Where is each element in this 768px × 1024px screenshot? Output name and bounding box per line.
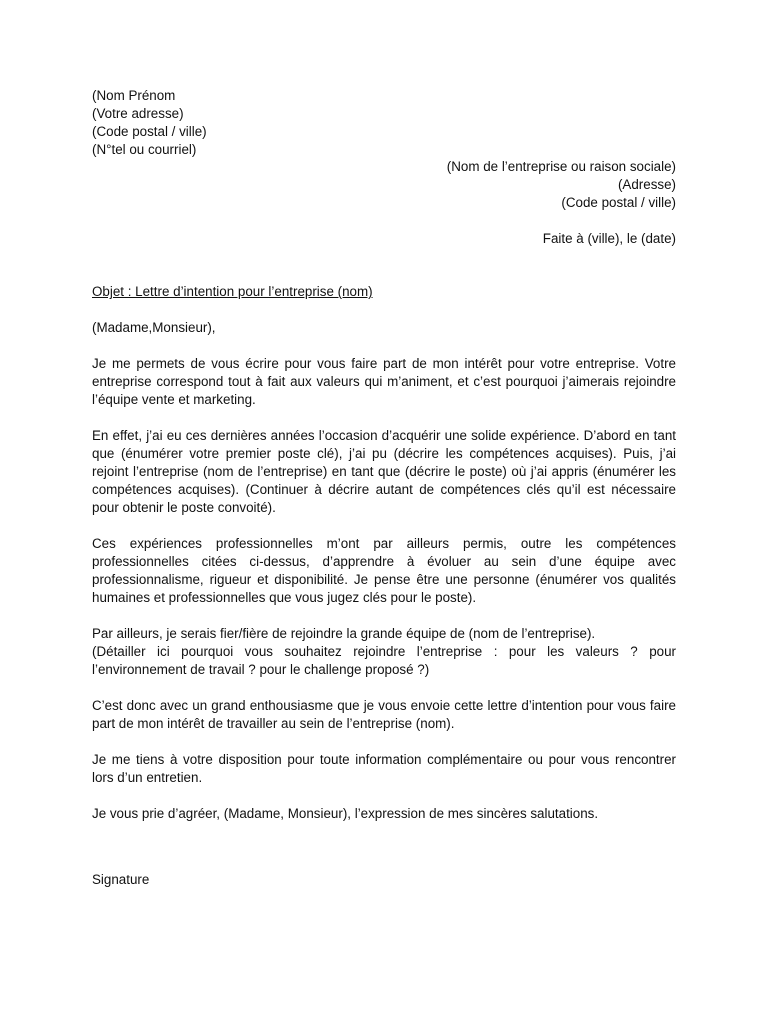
sender-postal-city: (Code postal / ville) — [92, 124, 207, 139]
subject-line: Objet : Lettre d’intention pour l’entreprise (nom) — [92, 284, 373, 299]
letter-body — [92, 355, 676, 841]
paragraph-qualities: Ces expériences professionnelles m’ont par ailleurs permis, outre les compétences professionnelles citées ci-dessus, d’apprendre à évoluer au sein d’une équipe avec professionnalisme, rigueur et disponibilité. Je pense être une personne (énumérer vos qualités humaines et professionnelles que vous jugez clés pour le poste). — [92, 536, 676, 605]
recipient-address: (Adresse) — [617, 177, 676, 192]
sender-name: (Nom Prénom — [92, 88, 176, 103]
sender-address: (Votre adresse) — [92, 106, 184, 121]
recipient-postal-city: (Code postal / ville) — [561, 195, 676, 210]
sender-block — [92, 87, 392, 159]
paragraph-enthusiasm: C’est donc avec un grand enthousiasme que je vous envoie cette lettre d’intention pour vous faire part de mon intérêt de travailler au sein de l’entreprise (nom). — [92, 698, 676, 731]
paragraph-closing: Je vous prie d’agréer, (Madame, Monsieur), l’expression de mes sincères salutations. — [92, 806, 599, 821]
recipient-block — [276, 158, 676, 212]
paragraph-motivation-line2: (Détailler ici pourquoi vous souhaitez rejoindre l’entreprise : pour les valeurs ? pour l’environnement de travail ? pour le challenge proposé ?) — [92, 644, 676, 677]
paragraph-motivation-line1: Par ailleurs, je serais fier/fière de rejoindre la grande équipe de (nom de l’entreprise). — [92, 626, 596, 641]
salutation: (Madame,Monsieur), — [92, 320, 216, 335]
signature-label: Signature — [92, 872, 150, 887]
recipient-company: (Nom de l’entreprise ou raison sociale) — [446, 159, 676, 174]
paragraph-interest: Je me permets de vous écrire pour vous faire part de mon intérêt pour votre entreprise. Votre entreprise correspond tout à fait aux valeurs qui m’animent, et c’est pourquoi j’aimerais rejoindre l’équipe vente et marketing. — [92, 356, 676, 407]
paragraph-experience: En effet, j’ai eu ces dernières années l’occasion d’acquérir une solide expérience. D’abord en tant que (énumérer votre premier poste clé), j’ai pu (décrire les compétences acquises). Puis, j’ai rejoint l’entreprise (nom de l’entreprise) en tant que (décrire le poste) où j’ai appris (énumérer les compétences acquises). (Continuer à décrire autant de compétences clés qu’il est nécessaire pour obtenir le poste convoité). — [92, 428, 676, 515]
paragraph-motivation — [92, 625, 676, 679]
place-date-line: Faite à (ville), le (date) — [542, 231, 676, 246]
sender-contact: (N°tel ou courriel) — [92, 142, 197, 157]
paragraph-availability: Je me tiens à votre disposition pour toute information complémentaire ou pour vous rencontrer lors d’un entretien. — [92, 752, 676, 785]
